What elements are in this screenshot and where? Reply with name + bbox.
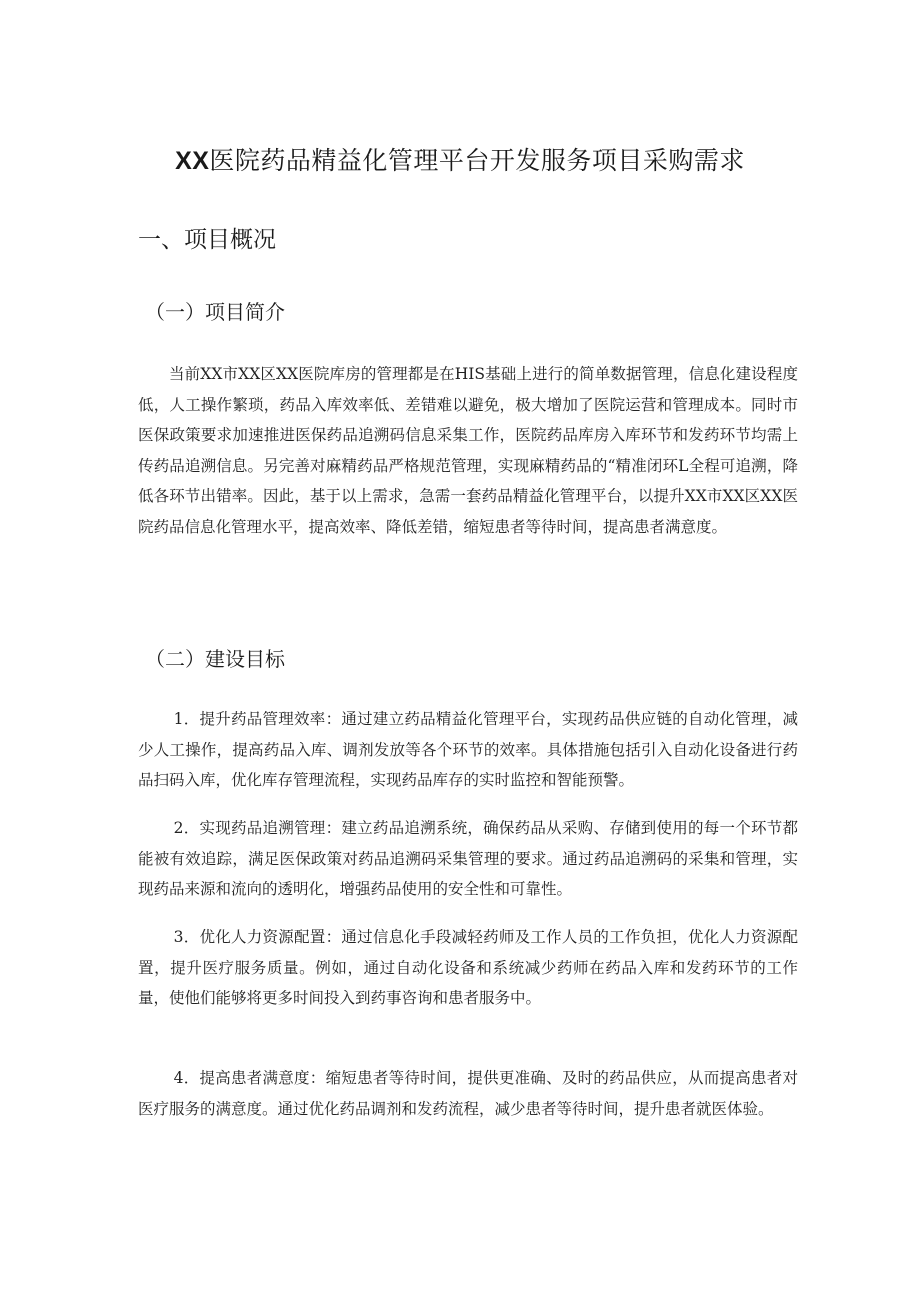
section-heading-overview: 一、项目概况 xyxy=(138,227,276,253)
document-title-text: 医院药品精益化管理平台开发服务项目采购需求 xyxy=(209,146,745,175)
subsection-heading-goals: （二）建设目标 xyxy=(145,647,285,671)
document-title-prefix: XX xyxy=(175,147,210,175)
document-title xyxy=(0,144,920,178)
goal-item-1: 1．提升药品管理效率：通过建立药品精益化管理平台，实现药品供应链的自动化管理，减少人工操作，提高药品入库、调剂发放等各个环节的效率。具体措施包括引入自动化设备进行药品扫码入库，优化库存管理流程，实现药品库存的实时监控和智能预警。 xyxy=(138,710,798,789)
goal-item-2: 2．实现药品追溯管理：建立药品追溯系统，确保药品从采购、存储到使用的每一个环节都能被有效追踪，满足医保政策对药品追溯码采集管理的要求。通过药品追溯码的采集和管理，实现药品来源和流向的透明化，增强药品使用的安全性和可靠性。 xyxy=(138,819,798,898)
subsection-heading-intro: （一）项目简介 xyxy=(145,300,285,324)
goal-item-3: 3．优化人力资源配置：通过信息化手段减轻药师及工作人员的工作负担，优化人力资源配置，提升医疗服务质量。例如，通过自动化设备和系统减少药师在药品入库和发药环节的工作量，使他们能够将更多时间投入到药事咨询和患者服务中。 xyxy=(138,928,798,1007)
goal-item-4: 4．提高患者满意度：缩短患者等待时间，提供更准确、及时的药品供应，从而提高患者对医疗服务的满意度。通过优化药品调剂和发药流程，减少患者等待时间，提升患者就医体验。 xyxy=(138,1069,798,1118)
intro-paragraph: 当前XX市XX区XX医院库房的管理都是在HIS基础上进行的简单数据管理，信息化建设程度低，人工操作繁琐，药品入库效率低、差错难以避免，极大增加了医院运营和管理成本。同时市医保政策要求加速推进医保药品追溯码信息采集工作，医院药品库房入库环节和发药环节均需上传药品追溯信息。另完善对麻精药品严格规范管理，实现麻精药品的“精准闭环L全程可追溯，降低各环节出错率。因此，基于以上需求，急需一套药品精益化管理平台，以提升XX市XX区XX医院药品信息化管理水平，提高效率、降低差错，缩短患者等待时间，提高患者满意度。 xyxy=(138,365,798,536)
